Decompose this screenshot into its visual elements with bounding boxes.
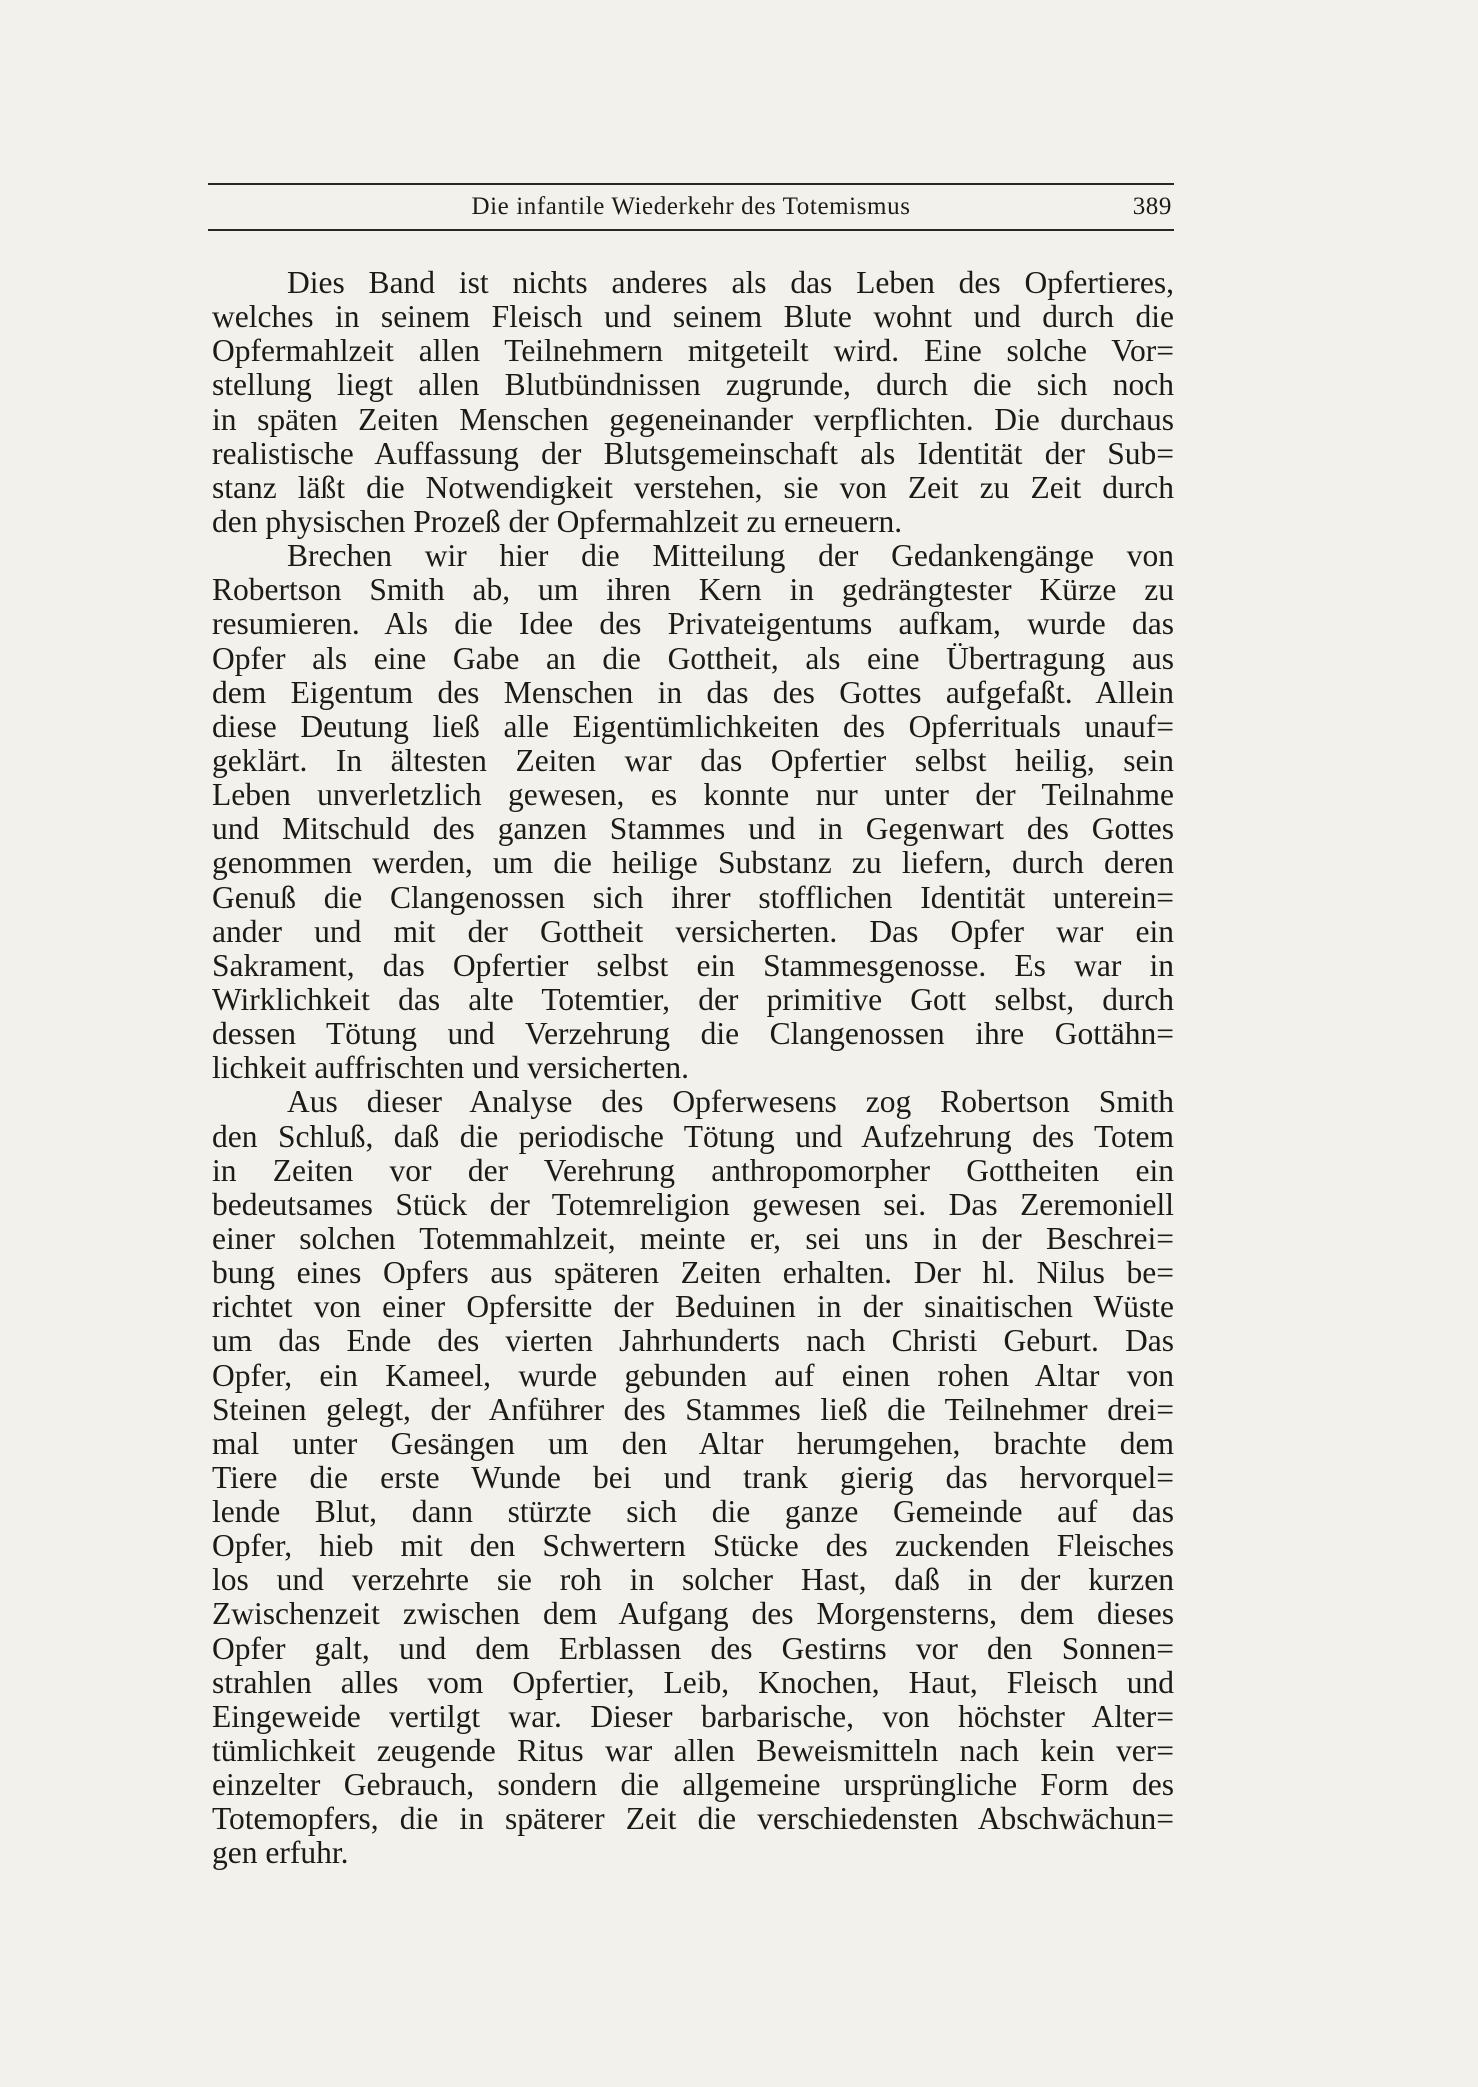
- text-line: stanz läßt die Notwendigkeit verstehen, sie von Zeit zu Zeit durch: [212, 469, 1174, 505]
- running-head: [208, 188, 1174, 226]
- text-line: Opfermahlzeit allen Teilnehmern mitgeteilt wird. Eine solche Vor=: [212, 333, 1174, 369]
- header-rule-bottom: [208, 229, 1174, 231]
- text-line: und Mitschuld des ganzen Stammes und in Gegenwart des Gottes: [212, 811, 1174, 847]
- text-line: den Schluß, daß die periodische Tötung und Aufzehrung des Totem: [212, 1118, 1174, 1154]
- text-line: Wirklichkeit das alte Totemtier, der primitive Gott selbst, durch: [212, 981, 1174, 1017]
- text-line: tümlichkeit zeugende Ritus war allen Beweismitteln nach kein ver=: [212, 1733, 1174, 1769]
- text-line: in späten Zeiten Menschen gegeneinander verpflichten. Die durchaus: [212, 401, 1174, 437]
- text-line: richtet von einer Opfersitte der Beduinen in der sinaitischen Wüste: [212, 1289, 1174, 1325]
- text-line: lichkeit auffrischten und versicherten.: [212, 1050, 689, 1086]
- text-line: resumieren. Als die Idee des Privateigentums aufkam, wurde das: [212, 606, 1174, 642]
- text-line: einzelter Gebrauch, sondern die allgemeine ursprüngliche Form des: [212, 1767, 1174, 1803]
- text-line: dem Eigentum des Menschen in das des Gottes aufgefaßt. Allein: [212, 674, 1174, 710]
- text-line: in Zeiten vor der Verehrung anthropomorpher Gottheiten ein: [212, 1152, 1174, 1188]
- text-line: los und verzehrte sie roh in solcher Hast, daß in der kurzen: [212, 1562, 1174, 1598]
- text-line: den physischen Prozeß der Opfermahlzeit zu erneuern.: [212, 503, 903, 539]
- text-line: Genuß die Clangenossen sich ihrer stofflichen Identität unterein=: [212, 879, 1174, 915]
- text-line: Aus dieser Analyse des Opferwesens zog Robertson Smith: [287, 1084, 1174, 1120]
- text-line: lende Blut, dann stürzte sich die ganze Gemeinde auf das: [212, 1494, 1174, 1530]
- paragraph-3: [212, 1085, 1174, 1870]
- text-line: Tiere die erste Wunde bei und trank gierig das hervorquel=: [212, 1459, 1174, 1495]
- paragraph-2: [212, 539, 1174, 1085]
- text-line: welches in seinem Fleisch und seinem Blute wohnt und durch die: [212, 299, 1174, 335]
- text-line: Zwischenzeit zwischen dem Aufgang des Morgensterns, dem dieses: [212, 1596, 1174, 1632]
- text-line: stellung liegt allen Blutbündnissen zugrunde, durch die sich noch: [212, 367, 1174, 403]
- text-line: einer solchen Totemmahlzeit, meinte er, sei uns in der Beschrei=: [212, 1220, 1174, 1256]
- text-line: gen erfuhr.: [212, 1835, 349, 1871]
- header-rule-top: [208, 183, 1174, 185]
- paragraph-1: [212, 266, 1174, 539]
- text-line: ander und mit der Gottheit versicherten. Das Opfer war ein: [212, 913, 1174, 949]
- text-line: bedeutsames Stück der Totemreligion gewesen sei. Das Zeremoniell: [212, 1186, 1174, 1222]
- text-line: realistische Auffassung der Blutsgemeinschaft als Identität der Sub=: [212, 435, 1174, 471]
- body-text: [212, 266, 1174, 1871]
- page-number: 389: [1132, 193, 1172, 220]
- text-line: Dies Band ist nichts anderes als das Leben des Opfertieres,: [287, 265, 1174, 300]
- text-line: Robertson Smith ab, um ihren Kern in gedrängtester Kürze zu: [212, 572, 1174, 608]
- text-line: Opfer, hieb mit den Schwertern Stücke des zuckenden Fleisches: [212, 1528, 1174, 1564]
- text-line: diese Deutung ließ alle Eigentümlichkeiten des Opferrituals unauf=: [212, 708, 1174, 744]
- text-line: bung eines Opfers aus späteren Zeiten erhalten. Der hl. Nilus be=: [212, 1255, 1174, 1291]
- running-head-title: Die infantile Wiederkehr des Totemismus: [471, 193, 911, 220]
- text-line: strahlen alles vom Opfertier, Leib, Knochen, Haut, Fleisch und: [212, 1664, 1174, 1700]
- text-line: Opfer, ein Kameel, wurde gebunden auf einen rohen Altar von: [212, 1357, 1174, 1393]
- text-line: mal unter Gesängen um den Altar herumgehen, brachte dem: [212, 1425, 1174, 1461]
- text-line: geklärt. In ältesten Zeiten war das Opfertier selbst heilig, sein: [212, 742, 1174, 778]
- text-line: Sakrament, das Opfertier selbst ein Stammesgenosse. Es war in: [212, 947, 1174, 983]
- text-line: Eingeweide vertilgt war. Dieser barbarische, von höchster Alter=: [212, 1698, 1174, 1734]
- text-line: um das Ende des vierten Jahrhunderts nach Christi Geburt. Das: [212, 1323, 1174, 1359]
- text-line: Brechen wir hier die Mitteilung der Gedankengänge von: [287, 538, 1174, 574]
- text-line: dessen Tötung und Verzehrung die Clangenossen ihre Gottähn=: [212, 1016, 1174, 1052]
- text-line: Totemopfers, die in späterer Zeit die verschiedensten Abschwächun=: [212, 1801, 1174, 1837]
- text-line: genommen werden, um die heilige Substanz zu liefern, durch deren: [212, 845, 1174, 881]
- text-line: Opfer als eine Gabe an die Gottheit, als eine Übertragung aus: [212, 640, 1174, 676]
- text-line: Leben unverletzlich gewesen, es konnte nur unter der Teilnahme: [212, 777, 1174, 813]
- text-line: Opfer galt, und dem Erblassen des Gestirns vor den Sonnen=: [212, 1630, 1174, 1666]
- text-line: Steinen gelegt, der Anführer des Stammes ließ die Teilnehmer drei=: [212, 1391, 1174, 1427]
